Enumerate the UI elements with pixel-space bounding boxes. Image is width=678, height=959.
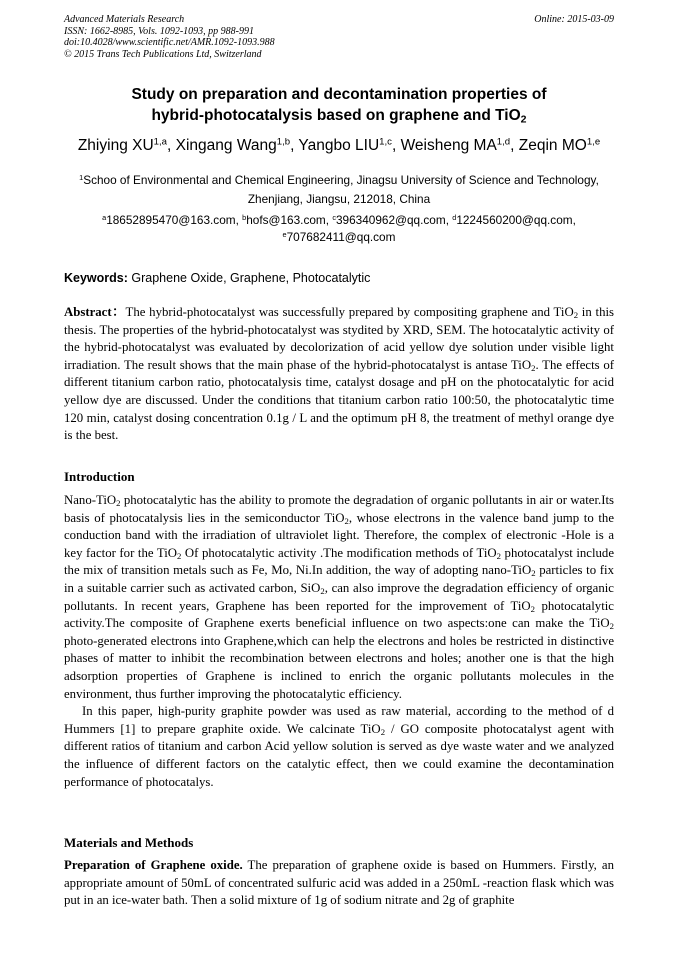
email-link[interactable]: $^e$707682411@qq.com: [282, 229, 396, 244]
email-link[interactable]: $^b$hofs@163.com: [242, 212, 326, 227]
introduction-heading: Introduction: [64, 469, 135, 484]
email-list: $^a$18652895470@163.com, $^b$hofs@163.com, $^c$396340962@qq.com, $^d$1224560200@qq.com, $^e$707682411@qq.com: [102, 212, 576, 244]
introduction-body: [64, 492, 614, 791]
affiliation: $^1$Schoo of Environmental and Chemical Engineering, Jinagsu University of Science and Technology, Zhenjiang, Jiangsu, 212018, China: [79, 172, 599, 206]
issn-line: ISSN: 1662-8985, Vols. 1092-1093, pp 988-991: [64, 25, 254, 37]
materials-heading: Materials and Methods: [64, 835, 194, 850]
title-line-1: Study on preparation and decontamination properties of: [131, 86, 547, 103]
paragraph: In this paper, high-purity graphite powder was used as raw material, according to the method of d Hummers [1] to prepare graphite oxide. We calcinate TiO$_2$ / GO composite photocatalyst agent with different ratios of titanium and carbon Acid yellow solution is served as dye waste water and we analyzed the influence of different factors on the catalytic effect, then we could examine the decontamination performance of photocatalys.: [64, 704, 615, 789]
paper-title: [40, 84, 638, 126]
email-link[interactable]: $^d$1224560200@qq.com: [452, 212, 573, 227]
abstract-label: Abstract: [64, 305, 112, 319]
author: Yangbo LIU$^{1,c}$,: [298, 136, 401, 154]
keywords: [64, 270, 614, 287]
journal-name: Advanced Materials Research: [64, 14, 185, 25]
email-link[interactable]: $^c$396340962@qq.com: [332, 212, 446, 227]
materials-body: [64, 857, 614, 910]
author: Zhiying XU$^{1,a}$,: [77, 136, 176, 154]
subsection-heading: Preparation of Graphene oxide.: [64, 858, 243, 872]
author-list: [20, 136, 658, 156]
online-date: Online: 2015-03-09: [534, 14, 614, 25]
keywords-label: Keywords:: [64, 271, 128, 285]
journal-metadata: [64, 14, 275, 60]
abstract: Abstract：The hybrid-photocatalyst was successfully prepared by compositing graphene and TiO$_2$ in this thesis. The properties of the hybrid-photocatalyst was stydited by XRD, SEM. The hotocatalytic activity of the hybrid-photocatalyst was evaluated by decolorization of acid yellow dye solution under visible light irradiation. The result shows that the main phase of the hybrid-photocatalyst is antase TiO$_2$. The effects of different titanium carbon ratio, photocatalysis time, catalyst dosage and pH on the photocatalytic for acid yellow dye are discussed. Under the conditions that titanium carbon ratio 100:50, the photocatalytic time 120 min, catalyst dosing concentration 0.1g / L and the optimum pH 8, the treatment of methyl orange dye is the best.: [64, 305, 614, 443]
copyright-line: © 2015 Trans Tech Publications Ltd, Switzerland: [64, 48, 262, 60]
email-link[interactable]: $^a$18652895470@163.com: [102, 212, 236, 227]
title-line-2: hybrid-photocatalysis based on graphene and TiO$_2$: [151, 107, 527, 126]
author: Xingang Wang$^{1,b}$,: [175, 136, 299, 154]
author: Zeqin MO$^{1,e}$: [518, 136, 601, 154]
keywords-text: Graphene Oxide, Graphene, Photocatalytic: [127, 271, 371, 285]
author: Weisheng MA$^{1,d}$,: [400, 136, 519, 154]
paragraph: Nano-TiO$_2$ photocatalytic has the ability to promote the degradation of organic pollutants in air or water.Its basis of photocatalysis lies in the semiconductor TiO$_2$, whose electrons in the valence band jump to the conduction band with the irradiation of ultraviolet light. Therefore, the complex of electronic -Hole is a key factor for the TiO$_2$ Of photocatalytic activity .The modification methods of TiO$_2$ photocatalyst include the mix of transition metals such as Fe, Mo, Ni.In addition, the way of adopting nano-TiO$_2$ particles to fix in a suitable carrier such as activated carbon, SiO$_2$, can also improve the degradation efficiency of organic pollutants. In recent years, Graphene has been reported for the improvement of TiO$_2$ photocatalytic activity.The composite of Graphene exerts beneficial influence on two aspects:one can make the TiO$_2$ photo-generated electrons into Graphene,which can help the electrons and holes be restricted in distinctive phases of matter to inhibit the recombination between electrons and holes; another one is that the high adsorption properties of Graphene is inclined to enrich the organic pollutants molecules in the environment, thus further improving the photocatalytic efficiency.: [64, 493, 615, 701]
paragraph: Preparation of Graphene oxide. The preparation of graphene oxide is based on Hummers. Firstly, an appropriate amount of 50mL of concentrated sulfuric acid was added in a 250mL -reaction flask which was put in an ice-water bath. Then a solid mixture of 1g of sodium nitrate and 2g of graphite: [64, 858, 614, 908]
doi-line: doi:10.4028/www.scientific.net/AMR.1092-1093.988: [64, 37, 275, 48]
